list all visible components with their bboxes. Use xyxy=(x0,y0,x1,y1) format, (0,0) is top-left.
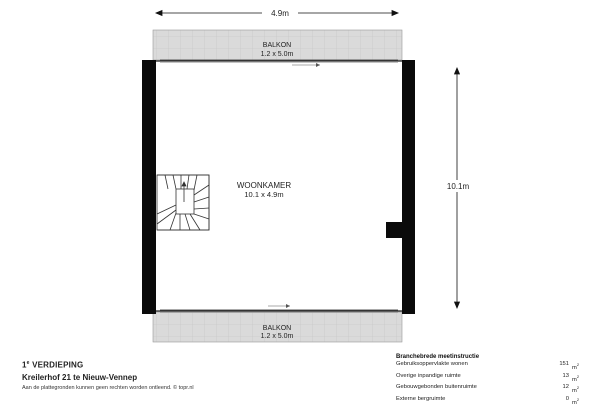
balcony-bottom-name: BALKON xyxy=(262,325,292,332)
measurement-value: 151 xyxy=(559,361,569,367)
measurement-unit xyxy=(569,384,586,396)
measurement-label: Gebouwgebonden buitenruimte xyxy=(396,384,477,391)
width-dimension-label: 4.9m xyxy=(271,9,289,18)
measurement-row xyxy=(396,384,586,396)
balcony-bottom-size: 1.2 x 5.0m xyxy=(260,333,294,340)
living-room-size: 10.1 x 4.9m xyxy=(244,190,284,199)
living-room-name: WOONKAMER xyxy=(236,181,292,190)
measurement-row xyxy=(396,396,586,407)
measurement-unit xyxy=(569,373,586,385)
floor-name: VERDIEPING xyxy=(32,360,84,370)
floor-suffix: e xyxy=(26,360,30,366)
unit-text: m xyxy=(572,399,577,406)
unit-text: m xyxy=(572,376,577,383)
balcony-top-name: BALKON xyxy=(262,42,292,49)
measurement-value: 0 xyxy=(565,395,569,402)
unit-exp: 2 xyxy=(576,362,580,367)
measurement-row xyxy=(396,361,586,373)
balcony-top-size: 1.2 x 5.0m xyxy=(260,51,294,58)
floor-title xyxy=(22,360,322,370)
floor-number: 1 xyxy=(22,360,27,370)
measurement-value: 13 xyxy=(562,372,569,379)
plan-info xyxy=(22,360,322,391)
measurement-row xyxy=(396,373,586,385)
unit-text: m xyxy=(572,387,577,394)
unit-exp: 2 xyxy=(576,385,580,391)
balcony-bottom xyxy=(153,310,402,342)
unit-exp: 2 xyxy=(576,373,580,379)
unit-text: m xyxy=(572,364,577,371)
measurement-unit xyxy=(569,361,586,373)
measurement-label: Overige inpandige ruimte xyxy=(396,372,461,379)
address: Kreilerhof 21 te Nieuw-Vennep xyxy=(22,372,138,382)
measurement-label: Externe bergruimte xyxy=(396,395,446,402)
balcony-top xyxy=(153,30,402,63)
measurement-table xyxy=(396,354,586,407)
staircase xyxy=(157,175,209,230)
measurement-unit xyxy=(569,396,586,407)
height-dimension-label: 10.1m xyxy=(446,182,470,191)
disclaimer: Aan de plattegronden kunnen geen rechten worden ontleend. © topr.nl xyxy=(22,384,194,391)
measurement-label: Gebruiksoppervlakte wonen xyxy=(396,361,468,367)
measurement-title: Branchebrede meetinstructie xyxy=(396,354,480,360)
measurement-value: 12 xyxy=(562,384,569,391)
unit-exp: 2 xyxy=(576,396,580,402)
